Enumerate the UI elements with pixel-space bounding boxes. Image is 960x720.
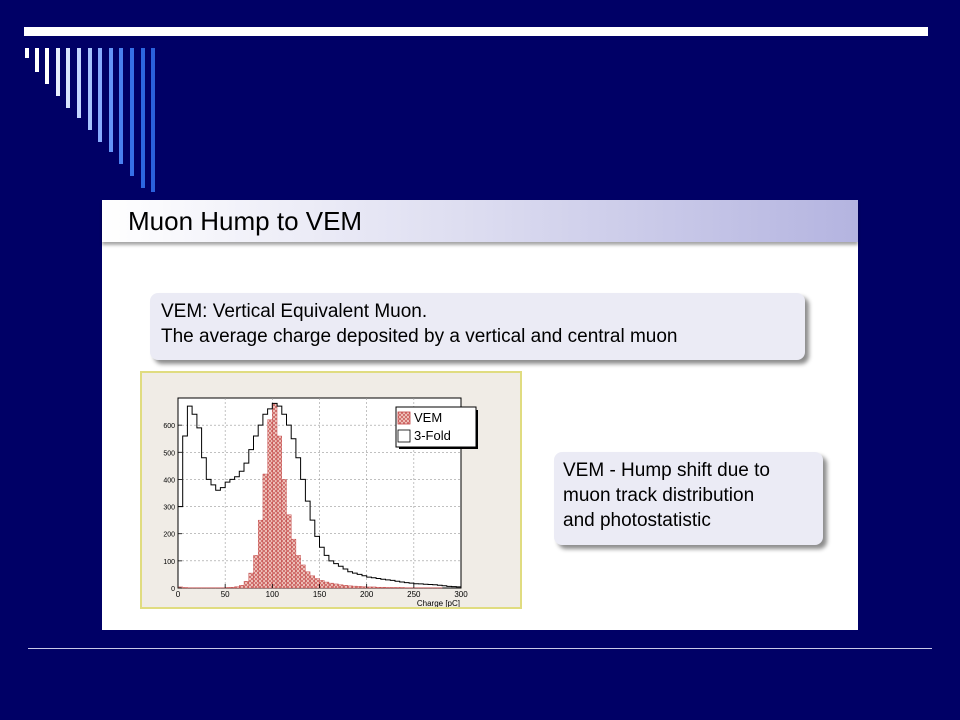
vem-bar bbox=[296, 555, 301, 588]
vem-bar bbox=[371, 587, 376, 588]
x-tick-label: 50 bbox=[220, 590, 230, 599]
vem-bar bbox=[305, 572, 310, 588]
legend-swatch-vem bbox=[398, 412, 410, 424]
vem-bar bbox=[362, 587, 367, 588]
definition-callout bbox=[150, 293, 805, 360]
vem-bar bbox=[244, 581, 249, 588]
histogram-chart bbox=[140, 371, 522, 609]
slide-title: Muon Hump to VEM bbox=[128, 206, 363, 236]
vem-bar bbox=[310, 576, 315, 588]
vem-bar bbox=[334, 584, 339, 588]
vem-bar bbox=[395, 587, 400, 588]
vem-bar bbox=[400, 587, 405, 588]
vem-bar bbox=[239, 585, 244, 588]
vem-bar bbox=[263, 474, 268, 588]
y-tick-label: 200 bbox=[163, 531, 175, 539]
vem-bar bbox=[301, 565, 306, 588]
vem-bar bbox=[230, 587, 235, 588]
legend-swatch-3-fold bbox=[398, 430, 410, 442]
slide-title-bar bbox=[102, 200, 858, 242]
vem-bar bbox=[272, 403, 277, 588]
hump-shift-callout bbox=[554, 452, 823, 545]
histogram-svg bbox=[142, 373, 520, 607]
y-tick-label: 400 bbox=[163, 477, 175, 485]
y-tick-label: 100 bbox=[163, 558, 175, 566]
legend-shadow-right bbox=[476, 410, 478, 449]
vem-bar bbox=[376, 587, 381, 588]
vem-bar bbox=[277, 436, 282, 588]
vem-bar bbox=[381, 587, 386, 588]
vem-bar bbox=[353, 586, 358, 588]
vem-bar bbox=[249, 573, 254, 588]
y-tick-label: 300 bbox=[163, 504, 175, 512]
legend-shadow-bottom bbox=[399, 447, 478, 449]
vem-bar bbox=[320, 580, 325, 588]
vem-bar bbox=[225, 587, 230, 588]
vem-bar bbox=[258, 520, 263, 588]
vem-bar bbox=[348, 586, 353, 588]
x-tick-label: 150 bbox=[312, 590, 327, 599]
y-tick-label: 600 bbox=[163, 423, 175, 431]
hump-line-1: VEM - Hump shift due to bbox=[563, 460, 770, 481]
x-tick-label: 300 bbox=[454, 590, 468, 599]
x-axis-label: Charge [pC] bbox=[416, 599, 460, 607]
bottom-rule bbox=[28, 648, 932, 649]
decorative-stripes bbox=[0, 0, 160, 200]
vem-bar bbox=[390, 587, 395, 588]
vem-bar bbox=[386, 587, 391, 588]
vem-bar bbox=[315, 579, 320, 589]
vem-bar bbox=[286, 515, 291, 588]
vem-bar bbox=[235, 587, 240, 588]
vem-bar bbox=[253, 555, 258, 588]
vem-bar bbox=[324, 582, 329, 588]
vem-bar bbox=[183, 587, 188, 588]
vem-bar bbox=[268, 420, 273, 588]
slide-image bbox=[102, 200, 858, 630]
definition-line-1: VEM: Vertical Equivalent Muon. bbox=[161, 301, 428, 322]
legend-label-3-fold: 3-Fold bbox=[414, 428, 451, 443]
x-tick-label: 250 bbox=[407, 590, 421, 599]
legend bbox=[396, 407, 478, 449]
vem-bar bbox=[329, 583, 334, 588]
vem-bar bbox=[282, 479, 287, 588]
hump-line-3: and photostatistic bbox=[563, 510, 711, 531]
x-tick-label: 200 bbox=[359, 590, 374, 599]
vem-bar bbox=[338, 585, 343, 588]
vem-bar bbox=[357, 586, 362, 588]
x-tick-label: 100 bbox=[265, 590, 280, 599]
x-tick-label: 0 bbox=[175, 590, 181, 599]
hump-line-2: muon track distribution bbox=[563, 485, 755, 506]
y-tick-label: 500 bbox=[163, 450, 175, 458]
vem-bar bbox=[291, 539, 296, 588]
vem-bar bbox=[343, 585, 348, 588]
y-tick-label: 0 bbox=[171, 586, 175, 593]
definition-line-2: The average charge deposited by a vertical and central muon bbox=[161, 326, 678, 347]
vem-bar bbox=[367, 587, 372, 588]
legend-label-vem: VEM bbox=[414, 410, 443, 425]
